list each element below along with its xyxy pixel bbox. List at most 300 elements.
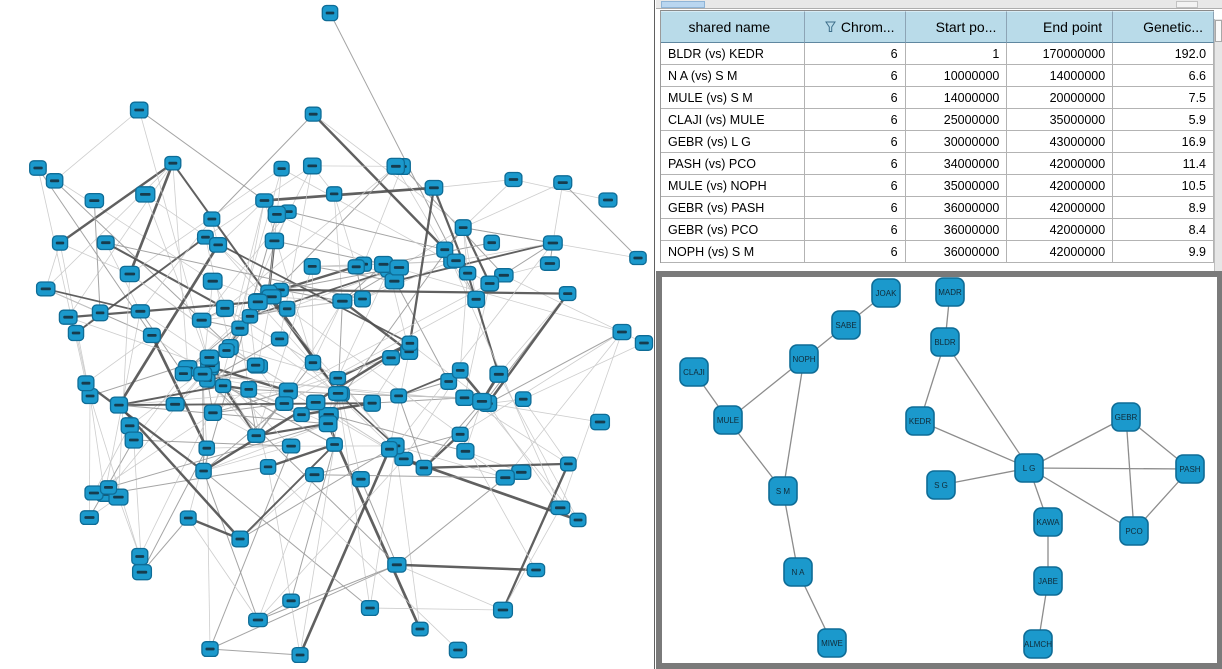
overview-node[interactable]	[307, 395, 325, 410]
table-row[interactable]	[661, 175, 1214, 197]
overview-node[interactable]	[217, 300, 234, 316]
table-cell[interactable]: 1	[906, 43, 1008, 65]
column-header-endpoint[interactable]	[1007, 11, 1113, 43]
overview-node[interactable]	[120, 266, 139, 281]
node-label: KEDR	[908, 416, 932, 426]
network-node-sg[interactable]	[927, 471, 955, 499]
node-label-smudge	[134, 109, 144, 112]
overview-node[interactable]	[194, 367, 212, 381]
overview-node[interactable]	[327, 438, 343, 451]
network-node-sabe[interactable]	[832, 311, 860, 339]
column-header-startpo[interactable]	[906, 11, 1008, 43]
node-label: L G	[1022, 463, 1036, 473]
network-node-joak[interactable]	[872, 279, 900, 307]
overview-node[interactable]	[544, 236, 563, 250]
network-node-pco[interactable]	[1120, 517, 1148, 545]
overview-node[interactable]	[481, 276, 499, 291]
network-edge-BLDR-LG	[945, 342, 1029, 468]
overview-node[interactable]	[144, 328, 161, 342]
node-label-smudge	[236, 538, 245, 541]
table-cell[interactable]: N A (vs) S M	[661, 65, 805, 87]
table-cell[interactable]: 20000000	[1007, 87, 1113, 109]
node-label-smudge	[326, 12, 335, 15]
node-label-smudge	[477, 400, 487, 403]
node-label-smudge	[633, 257, 642, 260]
table-cell[interactable]: 42000000	[1007, 197, 1113, 219]
overview-node[interactable]	[175, 367, 191, 381]
network-node-lg[interactable]	[1015, 454, 1043, 482]
overview-node[interactable]	[306, 468, 324, 482]
table-cell[interactable]: 42000000	[1007, 153, 1113, 175]
table-row[interactable]	[661, 65, 1214, 87]
table-row[interactable]	[661, 153, 1214, 175]
overview-node[interactable]	[125, 432, 142, 448]
node-label-smudge	[63, 316, 73, 319]
column-header-sharedname[interactable]	[661, 11, 805, 43]
table-cell[interactable]: BLDR (vs) KEDR	[661, 43, 805, 65]
overview-node[interactable]	[132, 549, 148, 565]
overview-node[interactable]	[460, 267, 476, 280]
overview-node[interactable]	[216, 379, 231, 392]
overview-node[interactable]	[468, 291, 485, 307]
overview-node[interactable]	[85, 194, 103, 208]
overview-node[interactable]	[196, 463, 211, 478]
overview-edge	[463, 183, 563, 228]
overview-node[interactable]	[37, 282, 55, 296]
table-cell[interactable]: GEBR (vs) PASH	[661, 197, 805, 219]
column-header-label: shared name	[688, 19, 771, 35]
node-label-smudge	[277, 167, 285, 170]
table-cell[interactable]: 42000000	[1007, 175, 1113, 197]
table-cell[interactable]: 16.9	[1113, 131, 1214, 153]
node-label-smudge	[275, 338, 284, 341]
node-label-smudge	[309, 113, 318, 116]
overview-node[interactable]	[136, 187, 155, 202]
node-label-smudge	[125, 424, 135, 427]
overview-node[interactable]	[391, 389, 407, 403]
table-cell[interactable]: 6	[805, 197, 906, 219]
node-label-smudge	[463, 272, 472, 275]
overview-node[interactable]	[449, 642, 466, 657]
table-cell[interactable]: 192.0	[1113, 43, 1214, 65]
overview-node[interactable]	[248, 429, 265, 442]
table-row[interactable]	[661, 131, 1214, 153]
overview-edge	[60, 163, 173, 243]
table-cell[interactable]: 5.9	[1113, 109, 1214, 131]
node-label-smudge	[333, 392, 344, 395]
network-node-pash[interactable]	[1176, 455, 1204, 483]
node-label-smudge	[104, 486, 113, 489]
table-header-row	[661, 11, 1214, 43]
overview-node[interactable]	[527, 564, 544, 577]
overview-node[interactable]	[166, 398, 184, 411]
node-label-smudge	[456, 433, 465, 436]
node-label-smudge	[96, 312, 105, 315]
node-label-smudge	[266, 295, 277, 298]
table-cell[interactable]: PASH (vs) PCO	[661, 153, 805, 175]
network-node-bldr[interactable]	[931, 328, 959, 356]
overview-edge	[225, 166, 396, 308]
network-node-madr[interactable]	[936, 278, 964, 306]
node-label: NOPH	[792, 354, 816, 364]
node-label-smudge	[137, 571, 148, 574]
overview-edge	[258, 459, 404, 620]
table-cell[interactable]: 35000000	[906, 175, 1008, 197]
overview-node[interactable]	[30, 161, 47, 175]
overview-node[interactable]	[613, 325, 631, 340]
node-label-smudge	[459, 226, 468, 229]
network-node-almch[interactable]	[1024, 630, 1052, 658]
table-cell[interactable]: 8.9	[1113, 197, 1214, 219]
overview-node[interactable]	[204, 212, 220, 226]
table-cell[interactable]: 42000000	[1007, 219, 1113, 241]
table-cell[interactable]: 34000000	[906, 153, 1008, 175]
node-label-smudge	[220, 307, 229, 310]
node-label: KAWA	[1036, 517, 1060, 527]
table-cell[interactable]: 11.4	[1113, 153, 1214, 175]
table-row[interactable]	[661, 87, 1214, 109]
overview-edge	[488, 294, 568, 404]
overview-node[interactable]	[242, 310, 257, 323]
overview-node[interactable]	[561, 457, 577, 471]
table-cell[interactable]: 6	[805, 87, 906, 109]
node-label-smudge	[283, 307, 292, 310]
node-label-smudge	[385, 448, 394, 451]
overview-node[interactable]	[200, 350, 218, 365]
table-row[interactable]	[661, 219, 1214, 241]
overview-node[interactable]	[78, 376, 94, 391]
table-cell[interactable]: 6.6	[1113, 65, 1214, 87]
overview-edge	[142, 518, 188, 572]
node-label-smudge	[498, 609, 509, 612]
overview-node[interactable]	[383, 351, 400, 365]
table-cell[interactable]: 30000000	[906, 131, 1008, 153]
node-label-smudge	[617, 331, 627, 334]
node-label-smudge	[440, 248, 449, 251]
node-label-smudge	[269, 240, 279, 243]
network-node-na[interactable]	[784, 558, 812, 586]
overview-node[interactable]	[348, 260, 364, 274]
overview-node[interactable]	[101, 481, 117, 494]
overview-node[interactable]	[456, 390, 473, 405]
table-cell[interactable]: 170000000	[1007, 43, 1113, 65]
table-cell[interactable]: 8.4	[1113, 219, 1214, 241]
overview-node[interactable]	[80, 511, 98, 525]
overview-node[interactable]	[280, 301, 295, 316]
overview-node[interactable]	[283, 594, 300, 607]
overview-node[interactable]	[453, 363, 469, 378]
overview-node[interactable]	[559, 287, 575, 301]
overview-edge	[463, 228, 553, 243]
overview-node[interactable]	[353, 472, 370, 487]
table-cell[interactable]: 14000000	[906, 87, 1008, 109]
node-label-smudge	[394, 395, 403, 398]
node-label: PCO	[1125, 526, 1143, 536]
overview-node[interactable]	[304, 158, 321, 174]
overview-node[interactable]	[305, 355, 320, 370]
selected-network-canvas[interactable]	[662, 277, 1217, 663]
overview-node[interactable]	[599, 193, 617, 207]
attribute-table-panel	[656, 9, 1222, 271]
vertical-scrollbar-thumb[interactable]	[1215, 20, 1222, 42]
node-label-smudge	[280, 402, 290, 405]
node-label-smudge	[33, 167, 42, 170]
overview-edge	[463, 180, 513, 228]
table-cell[interactable]: NOPH (vs) S M	[661, 241, 805, 263]
network-node-kedr[interactable]	[906, 407, 934, 435]
overview-node[interactable]	[133, 565, 152, 580]
node-label-smudge	[330, 443, 339, 446]
table-cell[interactable]: 10.5	[1113, 175, 1214, 197]
overview-node[interactable]	[274, 161, 289, 175]
node-label-smudge	[358, 298, 367, 301]
horizontal-scrollbar-button[interactable]	[1176, 1, 1198, 8]
node-label-smudge	[272, 213, 282, 216]
overview-node[interactable]	[111, 397, 128, 413]
table-row[interactable]	[661, 109, 1214, 131]
table-cell[interactable]: 6	[805, 241, 906, 263]
overview-node[interactable]	[59, 310, 77, 324]
overview-edge	[274, 166, 312, 241]
table-cell[interactable]: 42000000	[1007, 241, 1113, 263]
table-cell[interactable]: CLAJI (vs) MULE	[661, 109, 805, 131]
overview-node[interactable]	[232, 531, 248, 547]
node-label-smudge	[147, 334, 156, 337]
overview-edge	[488, 332, 622, 404]
overview-node[interactable]	[283, 439, 300, 453]
overview-edge	[288, 212, 444, 250]
node-label-smudge	[389, 280, 399, 283]
horizontal-scrollbar-thumb[interactable]	[661, 1, 705, 8]
node-label-smudge	[287, 599, 296, 602]
table-cell[interactable]: 7.5	[1113, 87, 1214, 109]
network-node-sm[interactable]	[769, 477, 797, 505]
overview-node[interactable]	[554, 176, 572, 190]
table-cell[interactable]: 25000000	[906, 109, 1008, 131]
overview-node[interactable]	[219, 344, 234, 358]
overview-node[interactable]	[412, 622, 428, 636]
overview-node[interactable]	[319, 416, 337, 432]
overview-node[interactable]	[199, 441, 214, 455]
overview-node[interactable]	[256, 194, 273, 207]
node-label-smudge	[323, 422, 333, 425]
overview-node[interactable]	[362, 601, 379, 616]
overview-node[interactable]	[455, 220, 471, 236]
overview-edge	[523, 343, 644, 399]
node-label-smudge	[444, 380, 453, 383]
overview-node[interactable]	[333, 294, 352, 308]
table-cell[interactable]: 6	[805, 131, 906, 153]
overview-node[interactable]	[180, 511, 196, 525]
overview-edge	[240, 475, 314, 539]
table-cell[interactable]: 14000000	[1007, 65, 1113, 87]
overview-node[interactable]	[364, 395, 380, 411]
overview-node[interactable]	[457, 444, 474, 460]
overview-node[interactable]	[388, 558, 406, 573]
overview-node[interactable]	[425, 181, 443, 196]
network-node-noph[interactable]	[790, 345, 818, 373]
column-header-label: Start po...	[935, 19, 997, 35]
overview-node[interactable]	[452, 427, 468, 441]
network-node-claji[interactable]	[680, 358, 708, 386]
overview-node[interactable]	[131, 305, 149, 318]
node-label-smudge	[246, 315, 255, 318]
selected-network-panel[interactable]	[656, 271, 1222, 669]
node-label-smudge	[135, 555, 144, 558]
overview-node[interactable]	[131, 102, 148, 118]
overview-node[interactable]	[202, 642, 218, 657]
overview-edge	[89, 440, 133, 518]
node-label-smudge	[406, 342, 415, 345]
overview-node[interactable]	[265, 233, 283, 249]
node-label-smudge	[129, 439, 139, 442]
column-header-genetic[interactable]	[1113, 11, 1214, 43]
node-label-smudge	[595, 421, 606, 424]
overview-node[interactable]	[385, 274, 403, 289]
column-header-label: Genetic...	[1143, 19, 1204, 35]
overview-edge	[268, 467, 458, 650]
node-label: N A	[791, 567, 805, 577]
overview-node[interactable]	[330, 372, 346, 385]
node-label-smudge	[50, 179, 59, 182]
node-label-smudge	[206, 648, 215, 651]
overview-node[interactable]	[268, 206, 285, 222]
node-label-smudge	[296, 654, 305, 657]
column-header-chrom[interactable]	[805, 11, 906, 43]
table-cell[interactable]: MULE (vs) S M	[661, 87, 805, 109]
overview-node[interactable]	[322, 6, 337, 21]
overview-node[interactable]	[165, 157, 181, 170]
overview-node[interactable]	[570, 513, 586, 526]
overview-node[interactable]	[276, 397, 293, 411]
vertical-scrollbar[interactable]	[1214, 19, 1222, 274]
overview-node[interactable]	[516, 392, 531, 407]
node-label-smudge	[86, 395, 95, 398]
overview-node[interactable]	[97, 236, 114, 250]
overview-node[interactable]	[261, 460, 276, 475]
table-cell[interactable]: 6	[805, 109, 906, 131]
table-cell[interactable]: 35000000	[1007, 109, 1113, 131]
right-column	[654, 0, 1222, 669]
overview-node[interactable]	[551, 501, 570, 514]
network-node-kawa[interactable]	[1034, 508, 1062, 536]
overview-node[interactable]	[327, 187, 342, 201]
node-label-smudge	[199, 470, 208, 473]
node-label: MADR	[938, 287, 962, 297]
node-label-smudge	[82, 382, 91, 385]
table-row[interactable]	[661, 43, 1214, 65]
network-node-jabe[interactable]	[1034, 567, 1062, 595]
overview-node[interactable]	[247, 358, 264, 372]
overview-node[interactable]	[505, 173, 522, 187]
overview-node[interactable]	[416, 460, 431, 475]
table-cell[interactable]: GEBR (vs) L G	[661, 131, 805, 153]
table-cell[interactable]: 6	[805, 219, 906, 241]
table-cell[interactable]: 6	[805, 153, 906, 175]
node-label-smudge	[201, 236, 210, 239]
overview-node[interactable]	[490, 366, 508, 382]
overview-node[interactable]	[205, 405, 222, 420]
overview-node[interactable]	[292, 648, 308, 663]
overview-node[interactable]	[272, 332, 288, 346]
table-row[interactable]	[661, 197, 1214, 219]
overview-node[interactable]	[496, 470, 514, 485]
table-cell[interactable]: MULE (vs) NOPH	[661, 175, 805, 197]
overview-node[interactable]	[304, 259, 320, 275]
overview-node[interactable]	[305, 107, 321, 121]
overview-node[interactable]	[249, 613, 268, 626]
table-cell[interactable]: 43000000	[1007, 131, 1113, 153]
network-node-gebr[interactable]	[1112, 403, 1140, 431]
overview-node[interactable]	[447, 254, 464, 267]
overview-node[interactable]	[46, 174, 62, 188]
overview-node[interactable]	[473, 394, 492, 410]
table-cell[interactable]: GEBR (vs) PCO	[661, 219, 805, 241]
overview-node[interactable]	[382, 442, 398, 457]
overview-edge	[118, 497, 139, 556]
node-label: S M	[775, 486, 791, 496]
overview-node[interactable]	[635, 336, 652, 351]
overview-edge	[173, 163, 188, 368]
table-row[interactable]	[661, 241, 1214, 263]
overview-node[interactable]	[68, 326, 83, 341]
overview-node[interactable]	[355, 291, 371, 307]
overview-node[interactable]	[484, 235, 499, 250]
node-label-smudge	[252, 434, 262, 437]
network-edge-LG-PASH	[1029, 468, 1190, 469]
overview-node[interactable]	[494, 602, 513, 618]
node-label-smudge	[244, 388, 253, 391]
node-label-smudge	[207, 218, 216, 221]
overview-node[interactable]	[541, 257, 560, 270]
overview-node[interactable]	[390, 260, 408, 275]
table-cell[interactable]: 9.9	[1113, 241, 1214, 263]
table-cell[interactable]: 36000000	[906, 241, 1008, 263]
overview-node[interactable]	[210, 238, 227, 252]
overview-node[interactable]	[630, 252, 646, 265]
overview-edge	[434, 180, 514, 188]
overview-edge	[553, 183, 563, 243]
overview-node[interactable]	[402, 336, 417, 350]
overview-node[interactable]	[294, 408, 309, 422]
network-node-miwe[interactable]	[818, 629, 846, 657]
table-cell[interactable]: 6	[805, 175, 906, 197]
table-cell[interactable]: 6	[805, 65, 906, 87]
node-label-smudge	[472, 298, 481, 301]
overview-node[interactable]	[387, 158, 404, 174]
table-cell[interactable]: 6	[805, 43, 906, 65]
node-label-smudge	[356, 478, 365, 481]
overview-node[interactable]	[193, 313, 211, 327]
overview-node[interactable]	[249, 294, 268, 309]
node-label-smudge	[460, 396, 470, 399]
table-cell[interactable]: 36000000	[906, 219, 1008, 241]
table-cell[interactable]: 10000000	[906, 65, 1008, 87]
overview-node[interactable]	[591, 414, 610, 429]
node-label-smudge	[563, 292, 572, 295]
horizontal-scrollbar[interactable]	[656, 0, 1222, 9]
overview-node[interactable]	[241, 382, 257, 397]
network-node-mule[interactable]	[714, 406, 742, 434]
overview-node[interactable]	[53, 236, 68, 250]
table-cell[interactable]: 36000000	[906, 197, 1008, 219]
overview-node[interactable]	[92, 305, 107, 321]
overview-node[interactable]	[203, 273, 222, 289]
node-label-smudge	[41, 288, 51, 291]
overview-node[interactable]	[329, 387, 348, 401]
overview-node[interactable]	[121, 418, 138, 434]
node-label-smudge	[391, 165, 401, 168]
